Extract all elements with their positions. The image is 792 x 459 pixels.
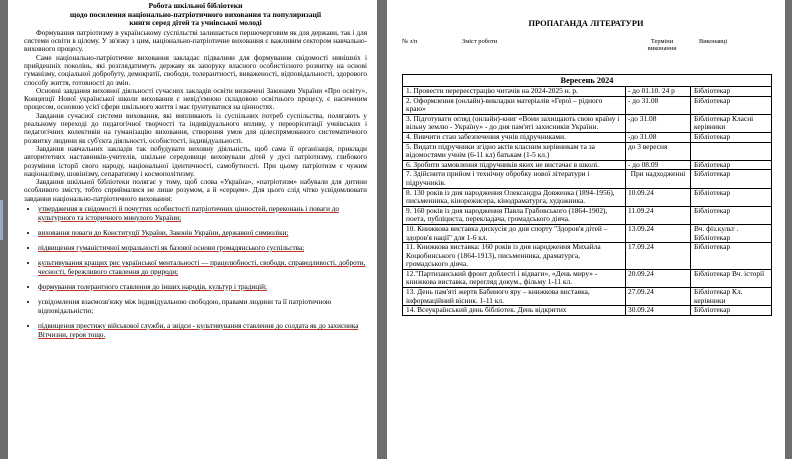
table-row: [403, 97, 771, 115]
list-item-text: формування толерантного ставлення до інших народів, культур і традицій;: [38, 283, 267, 292]
row-executor: Бібліотекар: [694, 205, 731, 215]
table-row: [403, 207, 771, 225]
paragraph: Завдання навчальних закладів так побудувати виховну діяльність, щоб сама її організація, приклади авторитетних наставників-учителів, шкільне середовище виховували дітей у дусі патріотизму, глибокого розуміння історії свого народу, національної ідентичності, самобутності. При цьому патріотизм є чужим націоналізму, шовінізму, сепаратизму і космополітизму.: [24, 144, 367, 178]
row-content: 11. Книжкова виставка: 160 років із дня народження Михайла Коцюбинського (1864-1913), письменника, драматурга, громадського діяча.: [403, 243, 626, 269]
table-row: [403, 189, 771, 207]
title-line-3: книги серед дітей та учнівської молоді: [129, 18, 262, 28]
row-content: 7. Здійснити прийом і технічну обробку нової літератури і підручників.: [403, 170, 626, 187]
column-header-number: № з/п: [402, 38, 418, 45]
row-content: 2. Оформлення (онлайн)-викладки матеріалів «Герої – рідного краю»: [403, 97, 626, 114]
plan-table: [402, 74, 772, 316]
list-item: [38, 283, 367, 292]
list-item-text: усвідомлення взаємозв'язку між індивідуальною свободою, правами людини та її патріотичною відповідальністю;: [38, 298, 332, 316]
list-item-text: культивування кращих рис української ментальності — працелюбності, свободи, справедливості, доброти, чесності, бережливого ставлення до природи;: [38, 259, 366, 277]
row-term: 30.09.24: [626, 306, 691, 315]
list-item-text: утвердження в свідомості й почуттях особистості патріотичних цінностей, переконань і поваги до культурного та історичного минулого України;: [38, 205, 339, 223]
paragraph: Завдання шкільної бібліотеки полягає у тому, щоб слова «Україна», «патріотизм» набували для дитини особливого змісту, тобто сприймалися не лише розумом, а й «серцем». Для цього слід чітко усвідомлювати завдання національно-патріотичного виховання:: [24, 178, 367, 203]
paragraph: Формування патріотизму в українському суспільстві залишається першочерговим як для держави, так і для системи освіти в цілому. У зв'язку з цим, національно-патріотичне виховання є важливим сектором навчально-виховного процесу.: [24, 28, 367, 54]
row-content: 13. День пам'яті жертв Бабиного яру – книжкова виставка, інформаційний вісник. 1-11 кл.: [403, 288, 626, 305]
list-item: [38, 259, 367, 277]
row-executor: Бібліотекар: [694, 169, 731, 179]
table-row: [403, 243, 771, 270]
paragraph: Основні завдання виховної діяльності сучасних закладів освіти визначені Законами України «Про освіту», Концепції Нової української школи виховання є невід'ємною складовою освітнього процесу, є насиченим процесом, основою усієї сфери шкільного життя і має ґрунтуватися на цінностях.: [24, 86, 367, 112]
table-row: [403, 270, 771, 288]
row-executor: Бібліотекар Класні керівники: [694, 113, 754, 132]
left-page-title: [24, 2, 367, 28]
row-term: - до 08.09: [626, 161, 691, 170]
row-content: 9. 160 років із дня народження Павла Грабовського (1864-1902), поета, публіциста, перекладача, громадського діяча.: [403, 207, 626, 224]
row-term: 10.09.24: [626, 189, 691, 206]
list-item-text: підвищення престижу військової служби, а звідси - культивування ставлення до солдата як до захисника Вітчизни, героя тощо.: [38, 322, 359, 340]
left-document-page: [8, 0, 377, 459]
list-item: [38, 244, 367, 253]
list-item: [38, 322, 367, 340]
right-document-page: [387, 0, 785, 459]
row-content: 14. Всеукраїнський день бібліотек. День відкритих: [403, 306, 626, 315]
table-row: [403, 170, 771, 188]
paragraph: Завдання сучасної системи виховання, які випливають із суспільних потреб суспільства, полягають у реальному переході до педагогічної творчості та індивідуального впливу, у переорієнтації учнівських і педагогічних колективів на гуманізацію виховання, створення умов для цілеспрямованого систематичного розвитку людини як суб'єкта діяльності, особистості, індивідуальності.: [24, 111, 367, 145]
row-content: 12."Партизанський фронт доблесті і відваги», «День миру» - книжкова виставка, перегляд докум., фільму 1-11 кл.: [403, 270, 626, 287]
row-content: 10. Книжкова виставка дискусія до дня спорту "Здоров'я дітей – здоров'я нації" для 1-6 кл.: [403, 225, 626, 242]
row-term: 13.09.24: [626, 225, 691, 242]
row-executor: [691, 143, 771, 160]
row-content: 8. 130 років із дня народження Олександра Довженка (1894-1956), письменника, кінорежисера, кінодраматурга, художника.: [403, 189, 626, 206]
page-title: ПРОПАГАНДА ЛІТЕРАТУРИ: [528, 19, 644, 28]
row-executor: Бібліотекар: [694, 159, 731, 169]
table-row: [403, 115, 771, 133]
title-line-1: Робота шкільної бібліотеки: [148, 1, 243, 10]
table-body: [403, 87, 771, 315]
scrollbar-thumb[interactable]: [0, 200, 3, 240]
row-content: 3. Підготувати огляд (онлайн)-книг «Вони захищають свою країну і вільну землю - Україну» - до дня пам'яті захисників України.: [403, 115, 626, 132]
column-header-term: Терміни виконання: [647, 38, 677, 52]
column-header-content: Зміст роботи: [462, 38, 498, 45]
row-term: 20.09.24: [626, 270, 691, 287]
row-executor: Бібліотекар: [694, 131, 731, 141]
row-term: 27.09.24: [626, 288, 691, 305]
table-row: [403, 225, 771, 243]
row-executor: Вч. фіз.культ . Бібліотекар: [694, 223, 739, 242]
row-term: до 3 вересня: [626, 143, 691, 160]
list-item-text: підвищення гуманістичної моральності як базової основи громадянського суспільства;: [38, 244, 305, 253]
row-executor: Бібліотекар Кл. керівники: [694, 287, 743, 305]
row-content: 4. Вивчити стан забезпечення учнів підручниками.: [403, 133, 626, 142]
row-executor: Бібліотекар: [694, 187, 731, 197]
list-item: [38, 205, 367, 223]
month-header: Вересень 2024: [403, 75, 771, 87]
row-content: 5. Видати підручники згідно актів класним керівникам та за відомостями учнім (6-11 кл) батькам (1-5 кл.): [403, 143, 626, 160]
list-item: [38, 229, 367, 238]
tasks-list: [24, 205, 367, 340]
row-executor: Бібліотекар: [694, 242, 731, 252]
row-term: -до 31.08: [626, 133, 691, 142]
paragraph: Саме національно-патріотичне виховання закладає підвалини для формування свідомості нинішніх і прийдешніх поколінь, які розглядатимуть державу як запоруку власного особистісного розвитку на основі гуманізму, соціальної добробуту, демократії, свободи, толерантності, виваженості, відповідальності, здорового способу життя, готовності до змін.: [24, 53, 367, 87]
row-term: 17.09.24: [626, 243, 691, 269]
row-term: 11.09.24: [626, 207, 691, 224]
list-item-text: виховання поваги до Конституції України, Законів України, державної символіки;: [38, 229, 289, 238]
row-term: - до 01.10. 24 р: [626, 87, 691, 96]
list-item: [38, 298, 367, 316]
row-term: - до 31.08: [626, 97, 691, 114]
row-executor: Бібліотекар: [694, 95, 731, 105]
row-term: -до 31.08: [626, 115, 691, 132]
row-term: При надходженні: [626, 170, 691, 187]
row-content: 1. Провести перереєстрацію читачів на 2024-2025 н. р.: [403, 87, 626, 96]
row-executor: Бібліотекар Вч. історії: [694, 268, 765, 278]
row-executor: Бібліотекар: [694, 305, 731, 315]
table-row: [403, 306, 771, 315]
table-row: [403, 288, 771, 306]
row-content: 6. Зробити замовлення підручників яких не вистачає в школі.: [403, 161, 626, 170]
row-executor: Бібліотекар: [694, 86, 731, 95]
title-line-2: щодо посилення національно-патріотичного виховання та популяризації: [69, 9, 322, 19]
table-row: [403, 143, 771, 161]
column-header-executor: Виконавці: [699, 38, 728, 45]
